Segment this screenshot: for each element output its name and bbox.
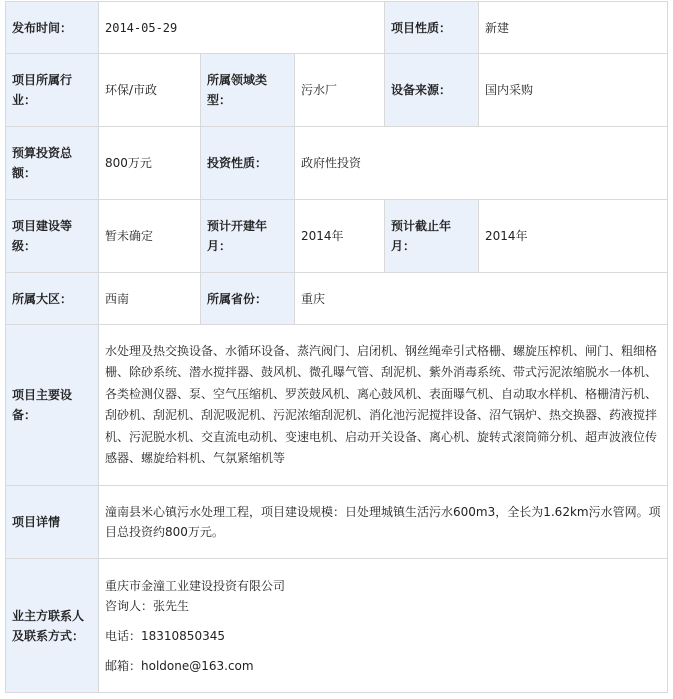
- contact-company: 重庆市金潼工业建设投资有限公司: [105, 578, 286, 593]
- project-nature-value: 新建: [479, 2, 668, 54]
- main-equipment-label: 项目主要设备：: [6, 325, 99, 486]
- construction-level-label: 项目建设等级：: [6, 200, 99, 273]
- row-construction: [6, 200, 668, 273]
- planned-end-value: 2014年: [479, 200, 668, 273]
- contact-consultant: 咨询人：张先生: [105, 598, 190, 613]
- row-industry: [6, 54, 668, 127]
- investment-nature-value: 政府性投资: [295, 127, 668, 200]
- release-time-value: 2014-05-29: [99, 2, 385, 54]
- planned-start-value: 2014年: [295, 200, 385, 273]
- contact-email[interactable]: 邮箱：holdone@163.com: [105, 658, 254, 673]
- industry-value: 环保/市政: [99, 54, 201, 127]
- row-budget: [6, 127, 668, 200]
- row-release-time: [6, 2, 668, 54]
- project-nature-label: 项目性质：: [385, 2, 479, 54]
- planned-end-label: 预计截止年月：: [385, 200, 479, 273]
- contact-cell: [99, 559, 668, 693]
- release-time-label: 发布时间：: [6, 2, 99, 54]
- contact-spacer: [105, 616, 661, 626]
- project-info-table: [5, 1, 668, 693]
- details-value: 潼南县米心镇污水处理工程，项目建设规模：日处理城镇生活污水600m3，全长为1.62km污水管网。项目总投资约800万元。: [99, 486, 668, 559]
- row-main-equipment: [6, 325, 668, 486]
- province-label: 所属省份：: [201, 273, 295, 325]
- row-region: [6, 273, 668, 325]
- contact-spacer: [105, 646, 661, 656]
- equipment-source-label: 设备来源：: [385, 54, 479, 127]
- equipment-source-value: 国内采购: [479, 54, 668, 127]
- contact-phone: 电话：18310850345: [105, 628, 225, 643]
- province-value: 重庆: [295, 273, 668, 325]
- details-label: 项目详情: [6, 486, 99, 559]
- region-value: 西南: [99, 273, 201, 325]
- row-contact: [6, 559, 668, 693]
- row-details: [6, 486, 668, 559]
- budget-value: 800万元: [99, 127, 201, 200]
- domain-type-label: 所属领域类型：: [201, 54, 295, 127]
- investment-nature-label: 投资性质：: [201, 127, 295, 200]
- domain-type-value: 污水厂: [295, 54, 385, 127]
- budget-label: 预算投资总额：: [6, 127, 99, 200]
- main-equipment-value: 水处理及热交换设备、水循环设备、蒸汽阀门、启闭机、钢丝绳牵引式格栅、螺旋压榨机、闸门、粗细格栅、除砂系统、潜水搅拌器、鼓风机、微孔曝气管、刮泥机、紫外消毒系统、带式污泥浓缩脱水一体机、各类检测仪器、泵、空气压缩机、罗茨鼓风机、离心鼓风机、表面曝气机、自动取水样机、格栅清污机、刮砂机、刮泥机、刮泥吸泥机、污泥浓缩刮泥机、消化池污泥搅拌设备、沼气锅炉、热交换器、药液搅拌机、污泥脱水机、交直流电动机、变速电机、启动开关设备、离心机、旋转式滚筒筛分机、超声波液位传感器、螺旋给料机、气氛紧缩机等: [99, 325, 668, 486]
- construction-level-value: 暂未确定: [99, 200, 201, 273]
- industry-label: 项目所属行业：: [6, 54, 99, 127]
- region-label: 所属大区：: [6, 273, 99, 325]
- planned-start-label: 预计开建年月：: [201, 200, 295, 273]
- contact-label: 业主方联系人及联系方式：: [6, 559, 99, 693]
